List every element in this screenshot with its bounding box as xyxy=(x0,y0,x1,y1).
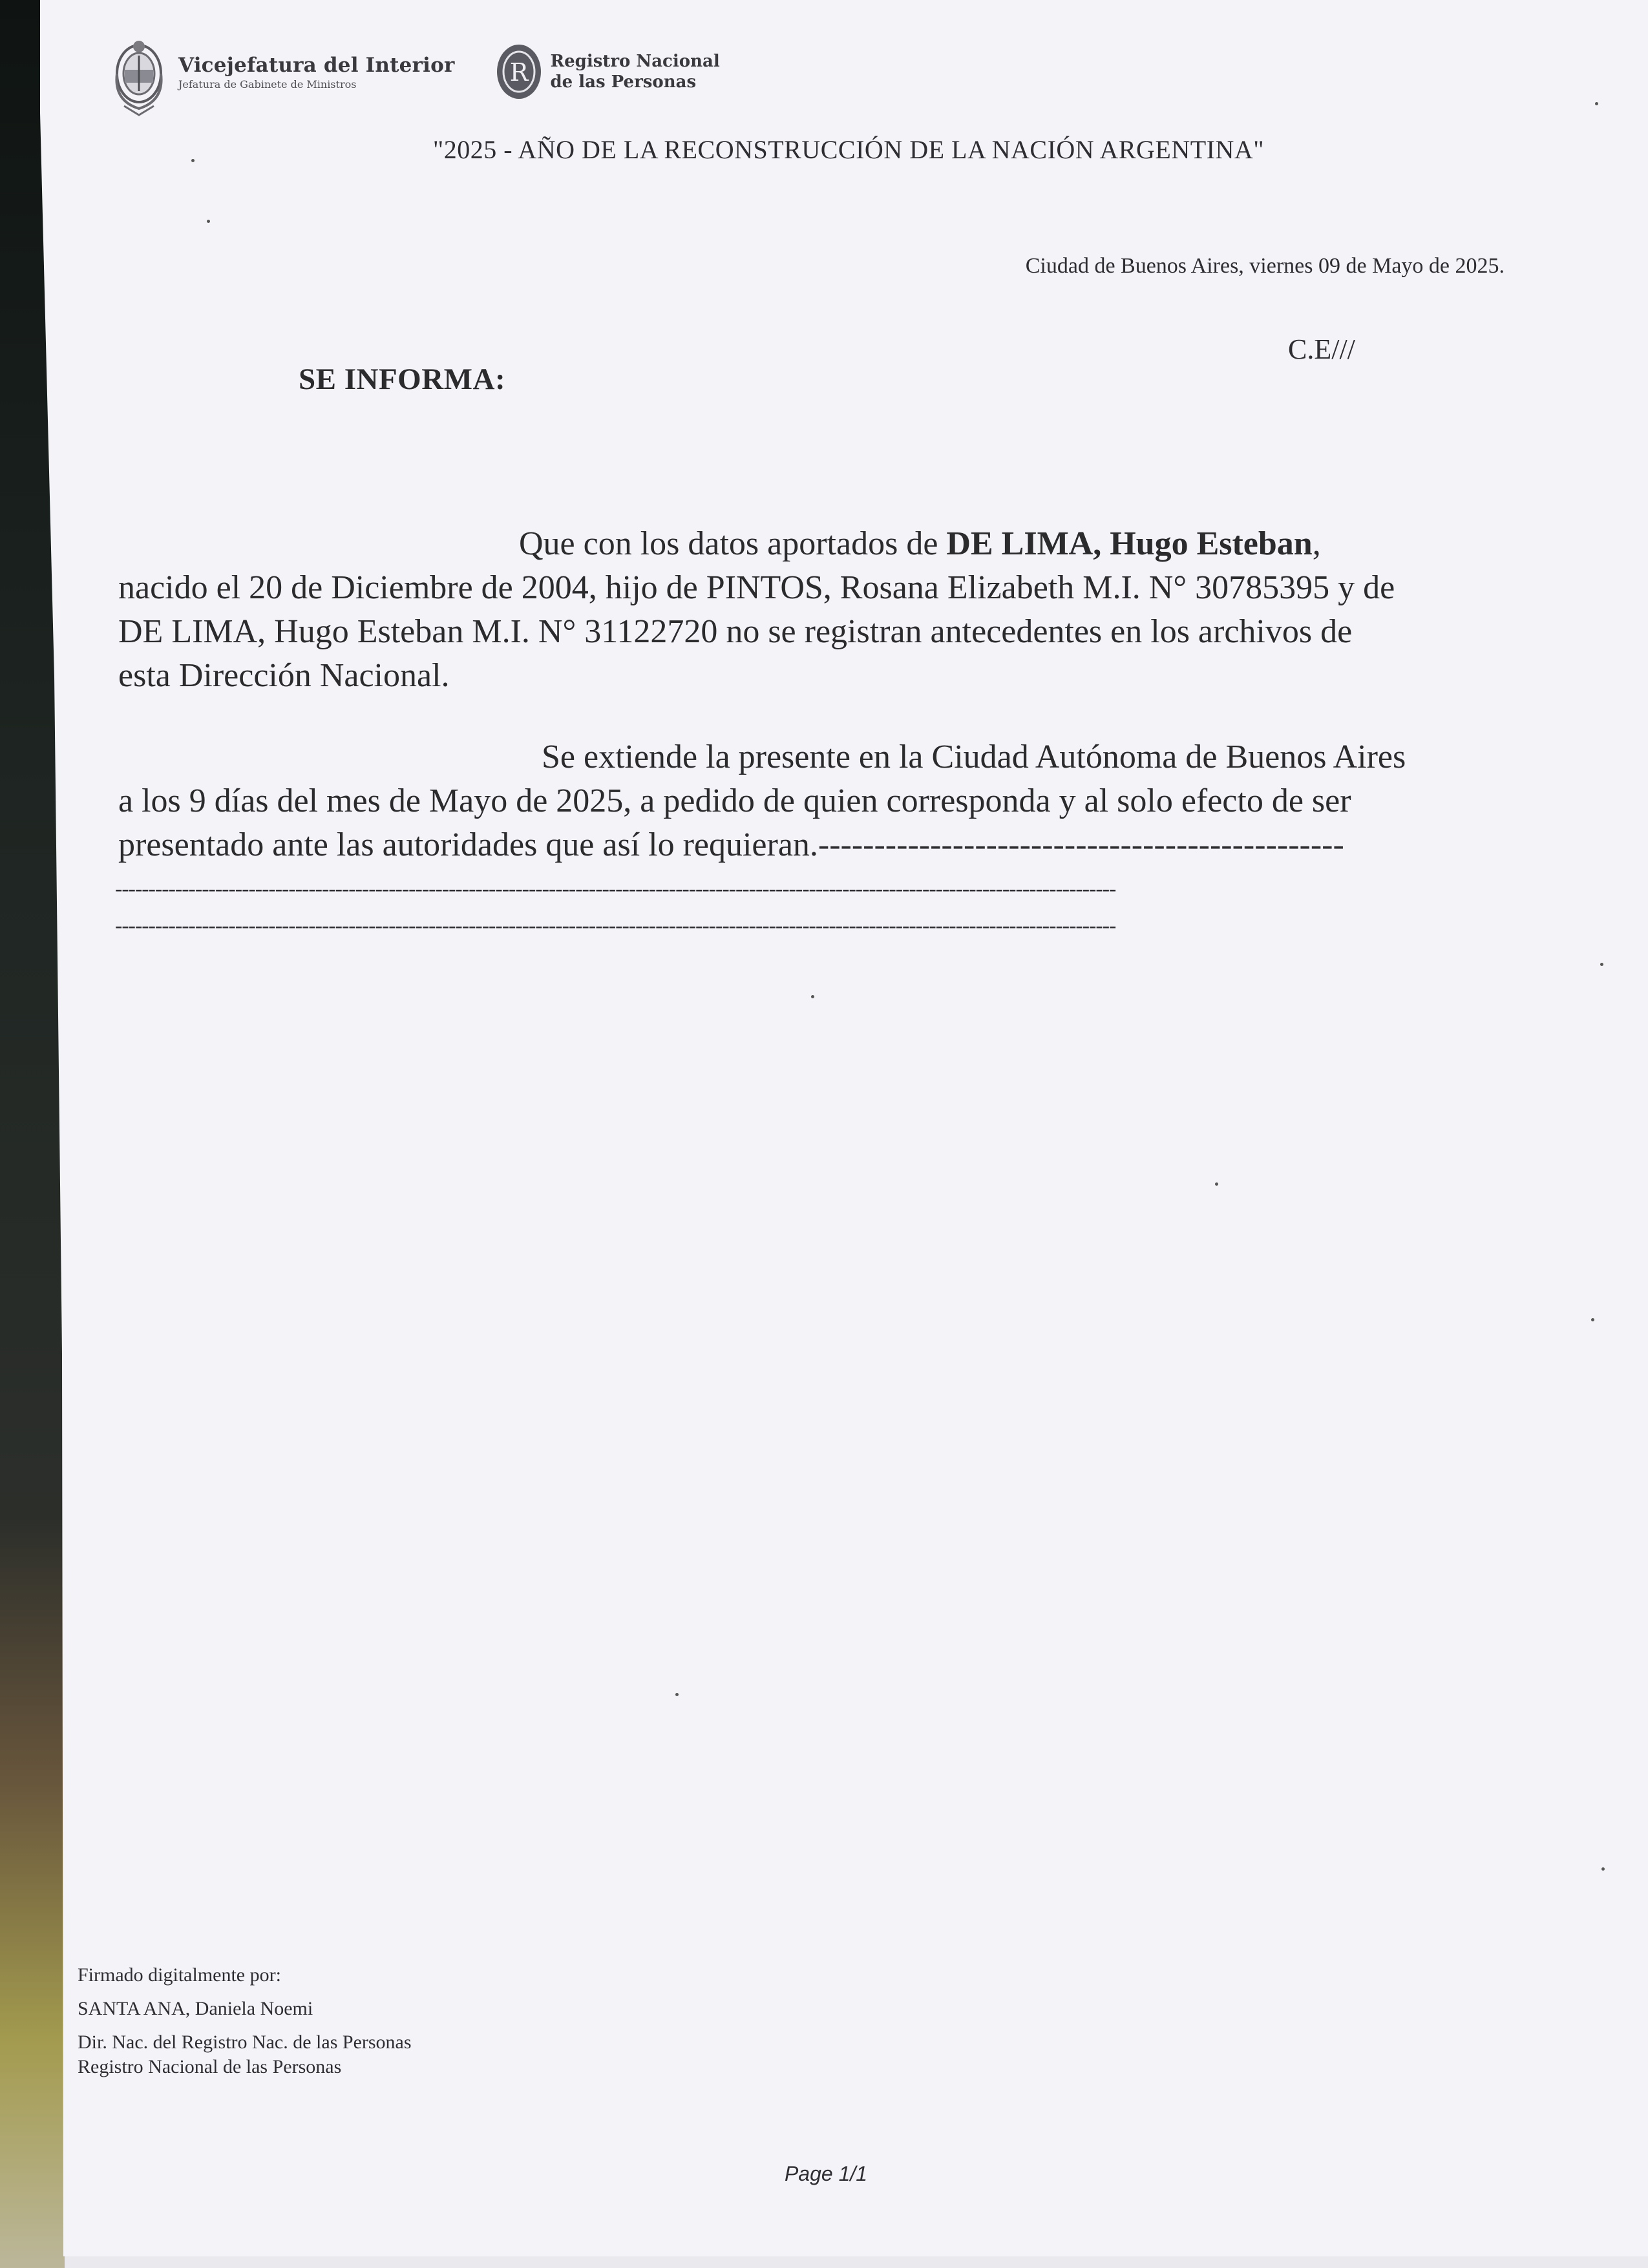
svg-text:R: R xyxy=(510,58,529,87)
paragraph-1-line-4: esta Dirección Nacional. xyxy=(118,657,450,694)
scan-speck xyxy=(191,159,195,162)
scan-speck xyxy=(1601,1867,1605,1871)
paragraph-1-intro: Que con los datos aportados de xyxy=(519,525,947,562)
page-number-text: Page 1/1 xyxy=(784,2162,868,2185)
paragraph-1-line-3: DE LIMA, Hugo Esteban M.I. N° 31122720 no se registran antecedentes en los archivos de xyxy=(118,613,1353,650)
signer-title-1: Dir. Nac. del Registro Nac. de las Personas xyxy=(78,2032,412,2053)
org2-name-line2: de las Personas xyxy=(550,72,697,92)
year-motto-text: "2025 - AÑO DE LA RECONSTRUCCIÓN DE LA NACIÓN ARGENTINA" xyxy=(432,135,1265,164)
scan-speck xyxy=(1595,102,1598,105)
document-page xyxy=(40,0,1648,2256)
signer-name: SANTA ANA, Daniela Noemi xyxy=(78,1998,313,2019)
paragraph-1-comma: , xyxy=(1312,525,1321,562)
paragraph-2 xyxy=(118,735,1466,867)
org2-block xyxy=(550,51,719,92)
year-motto xyxy=(0,134,1648,165)
scan-speck xyxy=(675,1693,679,1696)
digital-signature-block xyxy=(78,1963,412,2079)
scan-speck xyxy=(1600,963,1603,966)
subject-name: DE LIMA, Hugo Esteban xyxy=(946,525,1313,562)
org1-subtitle: Jefatura de Gabinete de Ministros xyxy=(178,78,357,90)
paragraph-1-line-2: nacido el 20 de Diciembre de 2004, hijo de PINTOS, Rosana Elizabeth M.I. N° 30785395 y de xyxy=(118,569,1395,606)
paragraph-1-line-1 xyxy=(118,522,1466,566)
scan-speck xyxy=(811,995,814,998)
paragraph-2-line-1-text: Se extiende la presente en la Ciudad Autónoma de Buenos Aires xyxy=(542,739,1406,775)
org1-block xyxy=(178,54,454,90)
paragraph-1 xyxy=(118,522,1466,698)
letterhead xyxy=(111,23,720,120)
paragraph-2-line-2: a los 9 días del mes de Mayo de 2025, a pedido de quien corresponda y al solo efecto de ser xyxy=(118,782,1351,819)
page-number xyxy=(0,2162,1648,2186)
filler-dash-line-2: ------------------------------------------------------------------------------------------------------------------------------------------------------ xyxy=(115,914,1116,938)
filler-dash-line-1: ------------------------------------------------------------------------------------------------------------------------------------------------------ xyxy=(115,877,1116,901)
org2-name-line1: Registro Nacional xyxy=(550,52,720,71)
signer-title-2: Registro Nacional de las Personas xyxy=(78,2056,342,2077)
signature-label: Firmado digitalmente por: xyxy=(78,1964,281,1986)
registro-nacional-logo-icon xyxy=(494,42,544,101)
document-date: Ciudad de Buenos Aires, viernes 09 de Mayo de 2025. xyxy=(1025,254,1505,278)
scan-speck xyxy=(207,220,210,223)
scan-speck xyxy=(1215,1182,1218,1186)
national-coat-of-arms-icon xyxy=(111,23,167,120)
page-bottom-edge xyxy=(65,2256,1648,2268)
paragraph-2-line-1 xyxy=(118,735,1466,779)
reference-code: C.E/// xyxy=(1288,333,1355,365)
org1-name: Vicejefatura del Interior xyxy=(178,53,455,77)
scan-speck xyxy=(1591,1318,1594,1321)
document-heading: SE INFORMA: xyxy=(299,362,506,396)
paragraph-2-line-3: presentado ante las autoridades que así lo requieran.----------------------------------------------- xyxy=(118,826,1344,863)
